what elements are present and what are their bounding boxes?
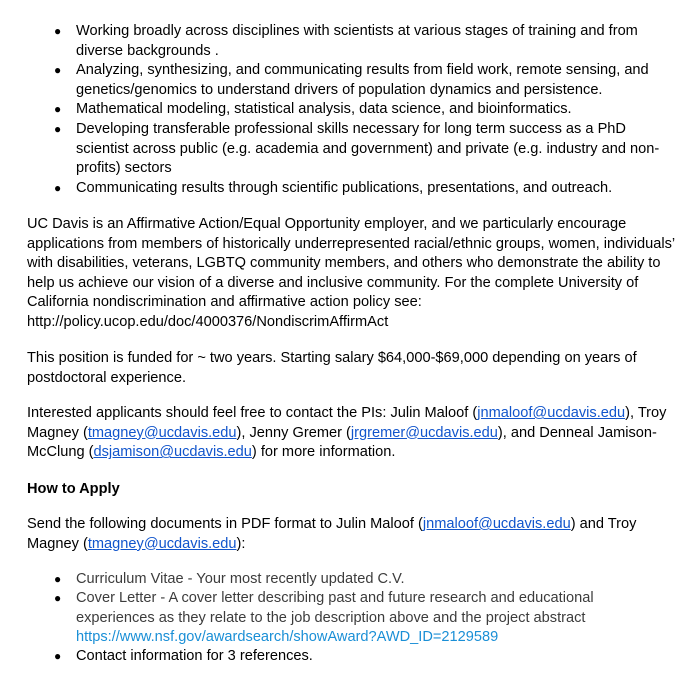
email-link-gremer[interactable]: jrgremer@ucdavis.edu: [350, 424, 498, 441]
email-link-magney[interactable]: tmagney@ucdavis.edu: [87, 535, 237, 552]
contact-outro: ) for more information.: [251, 444, 396, 461]
email-link-maloof[interactable]: jnmaloof@ucdavis.edu: [422, 516, 571, 532]
bullet-glyph: ●: [54, 102, 62, 116]
how-to-apply-heading: How to Apply: [27, 481, 120, 497]
list-item: Mathematical modeling, statistical analysis, data science, and bioinformatics.: [76, 101, 572, 117]
email-link-maloof[interactable]: jnmaloof@ucdavis.edu: [477, 405, 626, 421]
contact-separator: ), Troy Magney (: [27, 405, 667, 441]
contact-intro: Interested applicants should feel free to contact the PIs: Julin Maloof (: [27, 405, 478, 421]
abstract-url-link[interactable]: https://www.nsf.gov/awardsearch/showAward?AWD_ID=2129589: [76, 629, 499, 646]
list-item-references: Contact information for 3 references.: [76, 648, 313, 664]
send-outro: ):: [236, 535, 246, 552]
funding-paragraph: This position is funded for ~ two years. Starting salary $64,000-$69,000 depending on years of postdoctoral experience.: [27, 350, 637, 386]
list-item-cover-letter: [76, 589, 596, 648]
contact-separator: ), Jenny Gremer (: [236, 424, 351, 441]
email-link-jamison[interactable]: dsjamison@ucdavis.edu: [93, 444, 252, 461]
contact-separator: ), and Denneal Jamison-McClung (: [27, 424, 657, 461]
email-link-magney[interactable]: tmagney@ucdavis.edu: [87, 424, 237, 441]
bullet-glyph: ●: [54, 572, 62, 586]
bullet-glyph: ●: [54, 122, 62, 136]
bullet-glyph: ●: [54, 181, 62, 195]
send-mid: ) and Troy Magney (: [27, 516, 637, 552]
cover-letter-text: Cover Letter - A cover letter describing past and future research and educational experiences as they relate to the job description above and the project abstract: [76, 590, 594, 626]
bullet-glyph: ●: [54, 591, 62, 605]
list-item: Developing transferable professional skills necessary for long term success as a PhD scientist across public (e.g. academia and government) and private (e.g. industry and non-profits) sectors: [76, 121, 660, 177]
list-item-cv: Curriculum Vitae - Your most recently updated C.V.: [76, 571, 405, 587]
bullet-glyph: ●: [54, 24, 62, 38]
list-item: Working broadly across disciplines with scientists at various stages of training and from diverse backgrounds .: [76, 23, 638, 59]
bullet-glyph: ●: [54, 649, 62, 663]
bullet-glyph: ●: [54, 63, 62, 77]
eeo-paragraph: UC Davis is an Affirmative Action/Equal Opportunity employer, and we particularly encourage applications from members of historically underrepresented racial/ethnic groups, women, individuals’ with disabilities, veterans, LGBTQ community members, and others who demonstrate the ability to help us achieve our vision of a diverse and inclusive community. For the complete University of California nondiscrimination and affirmative action policy see: http://policy.ucop.edu/doc/4000376/NondiscrimAffirmAct: [27, 216, 675, 330]
list-item: Analyzing, synthesizing, and communicating results from field work, remote sensing, and genetics/genomics to understand drivers of population dynamics and persistence.: [76, 62, 649, 98]
send-intro: Send the following documents in PDF format to Julin Maloof (: [27, 516, 423, 532]
send-paragraph: [27, 515, 677, 554]
list-item: Communicating results through scientific publications, presentations, and outreach.: [76, 180, 613, 196]
contact-paragraph: [27, 404, 677, 463]
